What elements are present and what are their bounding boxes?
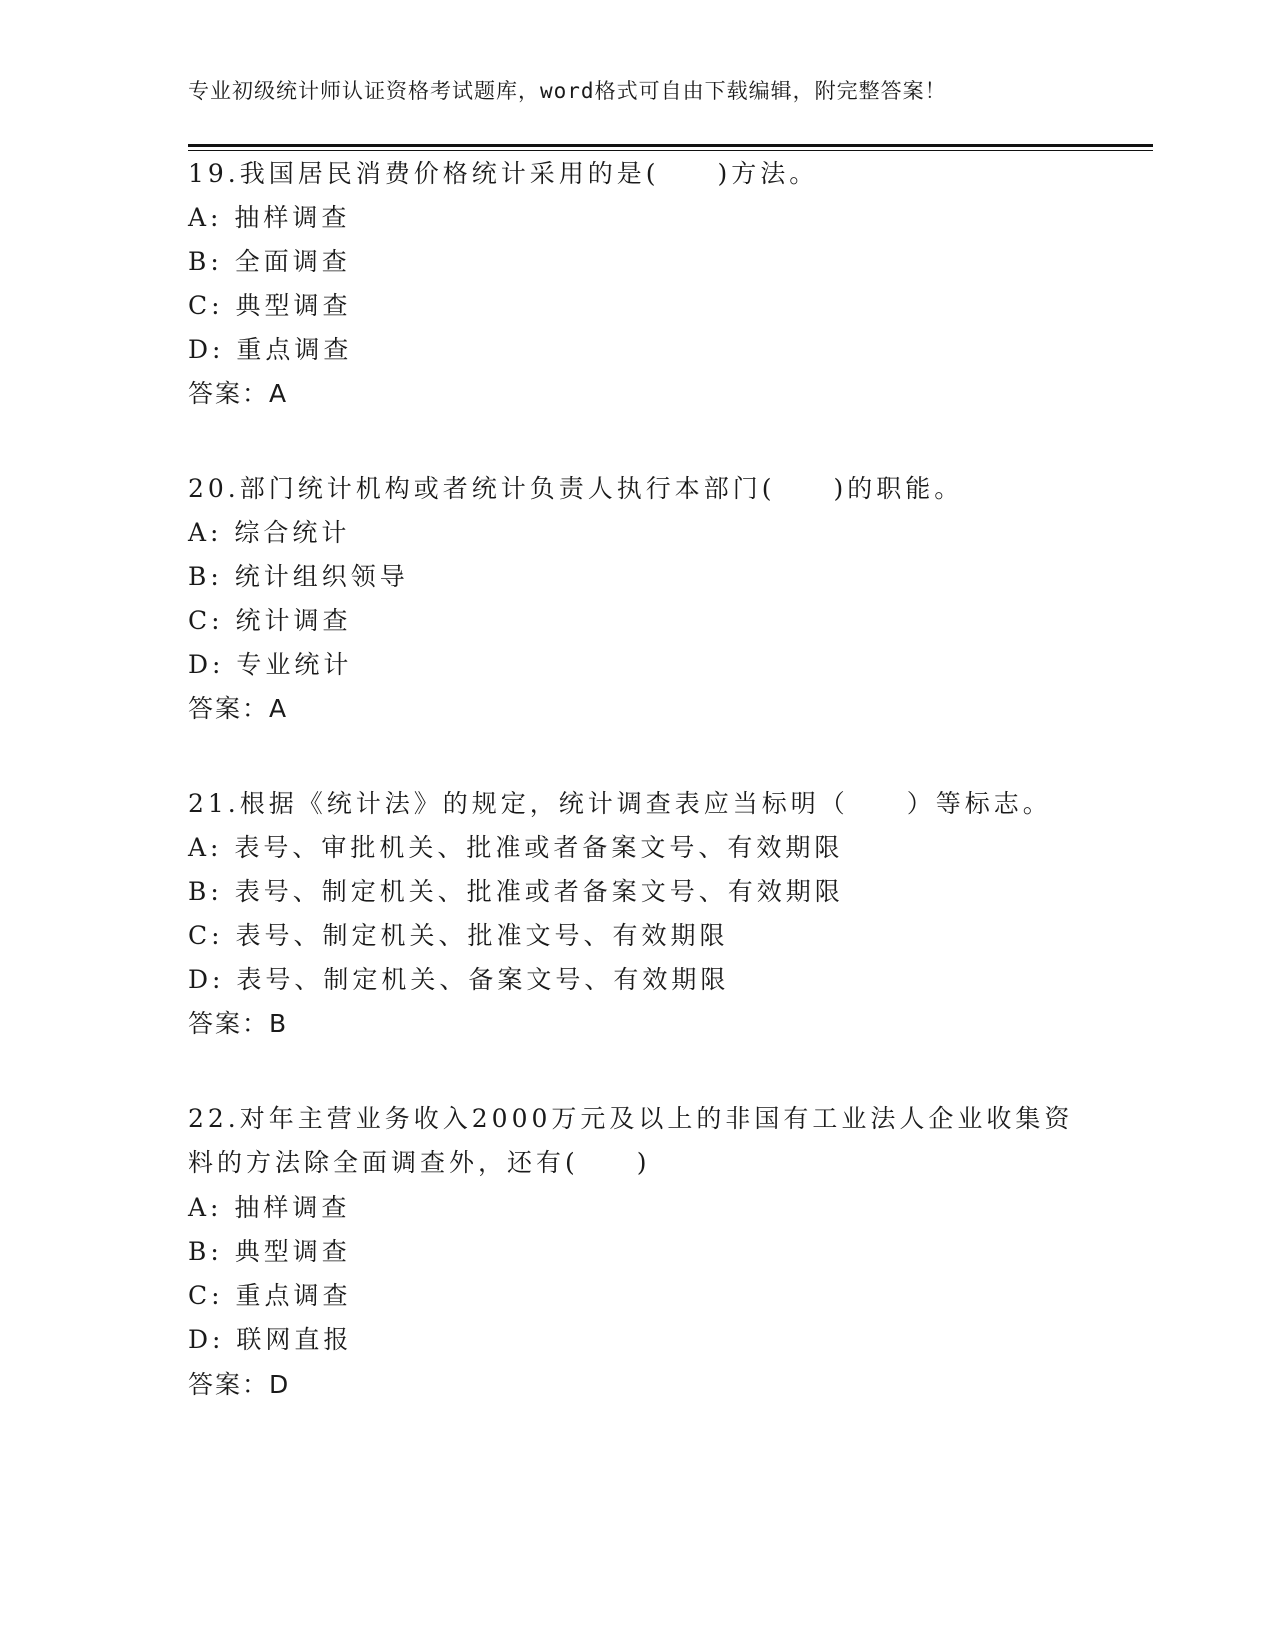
question-19-option-d: D: 重点调查 — [188, 335, 353, 364]
question-19-answer: 答案：A — [188, 379, 289, 408]
question-20-option-d: D: 专业统计 — [188, 650, 353, 679]
question-21-option-a: A: 表号、审批机关、批准或者备案文号、有效期限 — [188, 833, 844, 862]
header-rule-thick — [188, 144, 1153, 147]
question-20-option-b: B: 统计组织领导 — [188, 562, 409, 591]
page-header: 专业初级统计师认证资格考试题库，word格式可自由下载编辑，附完整答案！ — [188, 79, 947, 103]
question-22-option-c: C: 重点调查 — [188, 1281, 352, 1310]
question-19-option-c: C: 典型调查 — [188, 291, 352, 320]
question-22-stem-line-2: 料的方法除全面调查外，还有( ) — [188, 1148, 651, 1177]
question-22-option-b: B: 典型调查 — [188, 1237, 351, 1266]
question-19-option-a: A: 抽样调查 — [188, 203, 351, 232]
question-21-option-d: D: 表号、制定机关、备案文号、有效期限 — [188, 965, 730, 994]
question-19-option-b: B: 全面调查 — [188, 247, 351, 276]
question-22-option-a: A: 抽样调查 — [188, 1193, 351, 1222]
question-21-answer: 答案：B — [188, 1009, 289, 1038]
header-rule-thin — [188, 150, 1153, 151]
question-20-stem: 20.部门统计机构或者统计负责人执行本部门( )的职能。 — [188, 474, 964, 503]
question-22-stem-line-1: 22.对年主营业务收入2000万元及以上的非国有工业法人企业收集资 — [188, 1104, 1074, 1133]
question-20-answer: 答案：A — [188, 694, 289, 723]
question-20-option-c: C: 统计调查 — [188, 606, 352, 635]
question-21-stem: 21.根据《统计法》的规定，统计调查表应当标明（ ）等标志。 — [188, 789, 1052, 818]
question-22-answer: 答案：D — [188, 1370, 291, 1399]
question-21-option-c: C: 表号、制定机关、批准文号、有效期限 — [188, 921, 729, 950]
question-20-option-a: A: 综合统计 — [188, 518, 351, 547]
question-21-option-b: B: 表号、制定机关、批准或者备案文号、有效期限 — [188, 877, 844, 906]
question-22-option-d: D: 联网直报 — [188, 1325, 353, 1354]
question-19-stem: 19.我国居民消费价格统计采用的是( )方法。 — [188, 159, 819, 188]
